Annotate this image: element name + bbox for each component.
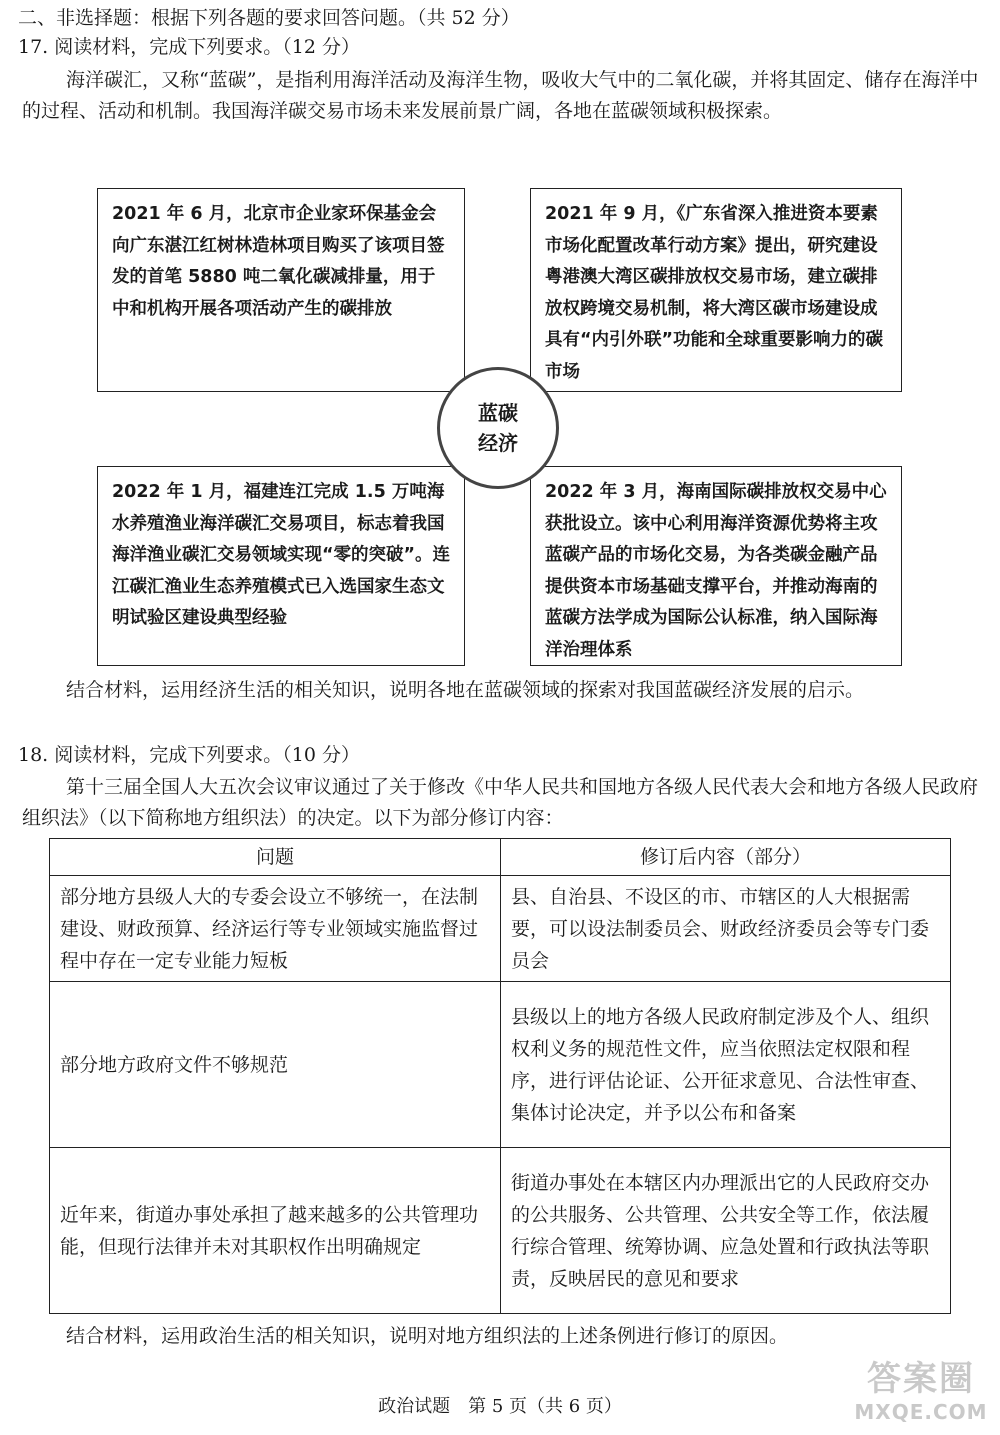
q17-box-fujian-lianjiang: 2022 年 1 月，福建连江完成 1.5 万吨海水养殖渔业海洋碳汇交易项目，标志着我国海洋渔业碳汇交易领域实现“零的突破”。连江碳汇渔业生态养殖模式已入选国家生态文明试验区建设典型经验 bbox=[97, 466, 465, 666]
q17-question: 结合材料，运用经济生活的相关知识，说明各地在蓝碳领域的探索对我国蓝碳经济发展的启示。 bbox=[66, 679, 865, 701]
table-cell-problem: 部分地方县级人大的专委会设立不够统一，在法制建设、财政预算、经济运行等专业领域实施监督过程中存在一定专业能力短板 bbox=[50, 876, 501, 982]
center-circle-blue-carbon-economy bbox=[437, 367, 559, 489]
table-header-row bbox=[50, 839, 951, 876]
center-label-line2: 经济 bbox=[478, 431, 518, 455]
q17-box-greater-bay-area: 2021 年 9 月，《广东省深入推进资本要素市场化配置改革行动方案》提出，研究建设粤港澳大湾区碳排放权交易市场，建立碳排放权跨境交易机制，将大湾区碳市场建设成具有“内引外联”功能和全球重要影响力的碳市场 bbox=[530, 188, 902, 392]
header-revised-content: 修订后内容（部分） bbox=[501, 839, 951, 876]
table-row bbox=[50, 876, 951, 982]
q18-intro: 第十三届全国人大五次会议审议通过了关于修改《中华人民共和国地方各级人民代表大会和地方各级人民政府组织法》（以下简称地方组织法）的决定。以下为部分修订内容： bbox=[22, 776, 979, 829]
section-header: 二、非选择题：根据下列各题的要求回答问题。（共 52 分） bbox=[18, 7, 520, 29]
table-cell-problem: 部分地方政府文件不够规范 bbox=[50, 982, 501, 1148]
watermark-bottom: MXQE.COM bbox=[854, 1400, 988, 1424]
revision-table bbox=[49, 838, 951, 1314]
table-cell-revision: 县、自治县、不设区的市、市辖区的人大根据需要，可以设法制委员会、财政经济委员会等专门委员会 bbox=[501, 876, 951, 982]
q17-box-hainan: 2022 年 3 月，海南国际碳排放权交易中心获批设立。该中心利用海洋资源优势将主攻蓝碳产品的市场化交易，为各类碳金融产品提供资本市场基础支撑平台，并推动海南的蓝碳方法学成为国际公认标准，纳入国际海洋治理体系 bbox=[530, 466, 902, 666]
watermark-logo bbox=[846, 1358, 996, 1432]
page-footer: 政治试题 第 5 页（共 6 页） bbox=[378, 1396, 622, 1417]
header-problem: 问题 bbox=[50, 839, 501, 876]
q18-question: 结合材料，运用政治生活的相关知识，说明对地方组织法的上述条例进行修订的原因。 bbox=[66, 1325, 789, 1347]
q17-intro: 海洋碳汇，又称“蓝碳”，是指利用海洋活动及海洋生物，吸收大气中的二氧化碳，并将其固定、储存在海洋中的过程、活动和机制。我国海洋碳交易市场未来发展前景广阔，各地在蓝碳领域积极探索。 bbox=[22, 69, 979, 122]
q18-title: 18. 阅读材料，完成下列要求。（10 分） bbox=[18, 744, 360, 766]
table-row bbox=[50, 1148, 951, 1314]
watermark-top: 答案圈 bbox=[867, 1359, 975, 1399]
table-cell-revision: 县级以上的地方各级人民政府制定涉及个人、组织权利义务的规范性文件，应当依照法定权限和程序，进行评估论证、公开征求意见、合法性审查、集体讨论决定，并予以公布和备案 bbox=[501, 982, 951, 1148]
q17-title: 17. 阅读材料，完成下列要求。（12 分） bbox=[18, 36, 360, 58]
table-cell-revision: 街道办事处在本辖区内办理派出它的人民政府交办的公共服务、公共管理、公共安全等工作，依法履行综合管理、统筹协调、应急处置和行政执法等职责，反映居民的意见和要求 bbox=[501, 1148, 951, 1314]
q17-box-guangdong-zhanjiang: 2021 年 6 月，北京市企业家环保基金会向广东湛江红树林造林项目购买了该项目签发的首笔 5880 吨二氧化碳减排量，用于中和机构开展各项活动产生的碳排放 bbox=[97, 188, 465, 392]
table-cell-problem: 近年来，街道办事处承担了越来越多的公共管理功能，但现行法律并未对其职权作出明确规定 bbox=[50, 1148, 501, 1314]
center-label-line1: 蓝碳 bbox=[478, 401, 518, 425]
table-row bbox=[50, 982, 951, 1148]
